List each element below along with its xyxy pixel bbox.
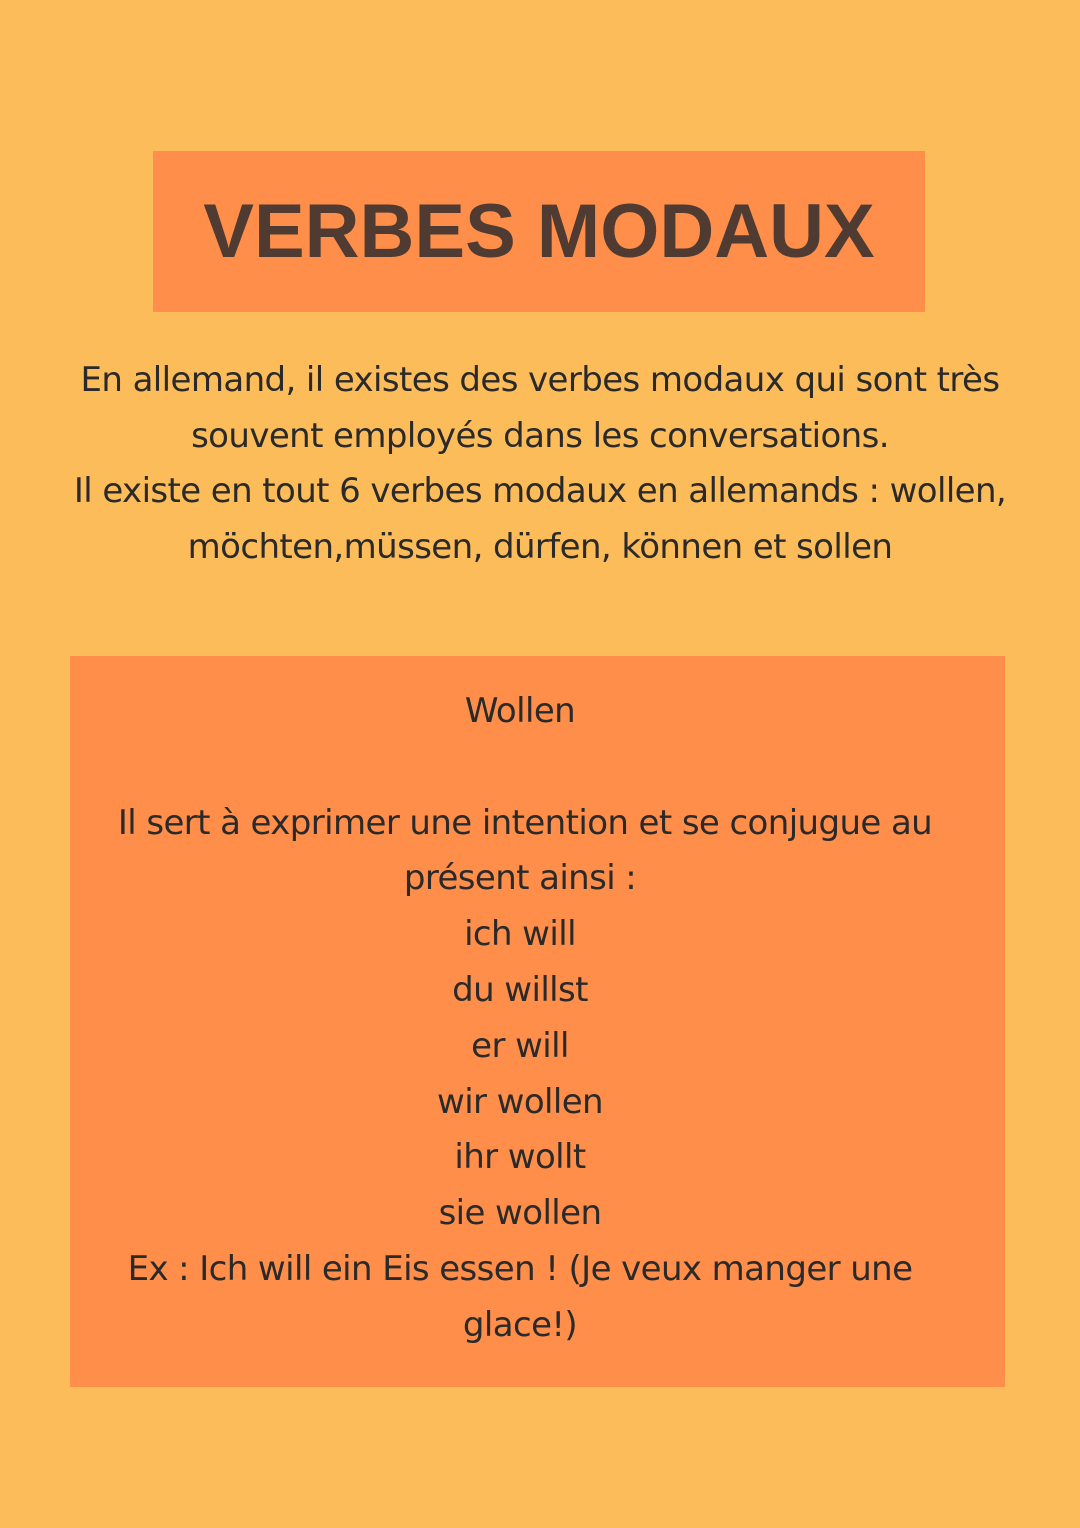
intro-line: möchten,müssen, dürfen, können et sollen [187, 526, 893, 567]
conjugation-line: du willst [452, 969, 588, 1010]
conjugation-line: ich will [464, 914, 576, 955]
card-spacer [0, 740, 1040, 796]
example-line: glace!) [462, 1304, 578, 1345]
conjugation-line: sie wollen [438, 1193, 602, 1234]
example-line: Ex : Ich will ein Eis essen ! (Je veux manger une [127, 1248, 913, 1289]
intro-line: En allemand, il existes des verbes modaux qui sont très [80, 360, 1000, 400]
intro-line: souvent employés dans les conversations. [191, 415, 889, 456]
page-title: VERBES MODAUX [203, 188, 875, 274]
card-description-line: présent ainsi : [403, 858, 637, 899]
intro-paragraph [20, 353, 1060, 575]
intro-line: Il existe en tout 6 verbes modaux en allemands : wollen, [73, 471, 1007, 511]
wollen-card-content [0, 684, 1040, 1354]
card-heading: Wollen [464, 691, 576, 731]
card-description-line: Il sert à exprimer une intention et se conjugue au [117, 802, 933, 843]
conjugation-line: er will [471, 1025, 569, 1066]
title-banner [153, 151, 925, 312]
conjugation-line: wir wollen [436, 1081, 603, 1122]
conjugation-line: ihr wollt [454, 1137, 586, 1178]
